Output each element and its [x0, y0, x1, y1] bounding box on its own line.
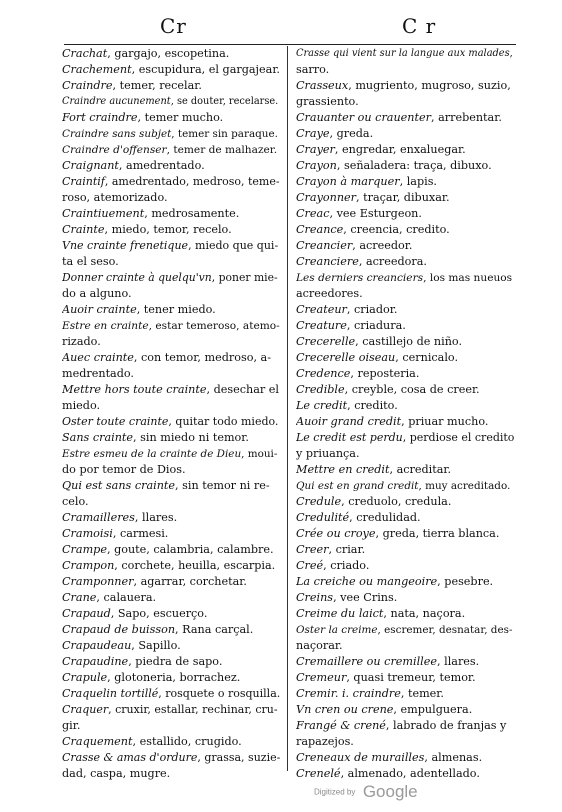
dictionary-entry-line: Crapaud de buisson, Rana carçal.	[62, 623, 254, 636]
dictionary-entry-line: Creime du laict, nata, naçora.	[296, 607, 466, 620]
dictionary-entry-line: Crayer, engredar, enxaluegar.	[296, 143, 466, 156]
dictionary-entry-line: Les derniers creanciers, los mas nueuos	[296, 272, 513, 284]
dictionary-entry-line: Frangé & crené, labrado de franjas y	[296, 719, 507, 732]
dictionary-entry-line: Creac, vee Esturgeon.	[296, 207, 422, 220]
dictionary-entry-line: Crapaud, Sapo, escuerço.	[62, 607, 208, 620]
dictionary-entry-line: Crainte, miedo, temor, recelo.	[62, 223, 232, 236]
dictionary-entry-line: roso, atemorizado.	[62, 191, 168, 204]
dictionary-entry-line: Creer, criar.	[296, 543, 366, 556]
dictionary-entry-line: Crampon, corchete, heuilla, escarpia.	[62, 559, 276, 572]
left-signature: Cr	[160, 14, 187, 38]
dictionary-entry-line: Mettre en credit, acreditar.	[296, 463, 452, 476]
google-watermark	[314, 782, 418, 802]
dictionary-entry-line: Creance, creencia, credito.	[296, 223, 450, 236]
dictionary-entry-line: Qui est en grand credit, muy acreditado.	[296, 480, 511, 492]
dictionary-entry-line: Credence, reposteria.	[296, 367, 420, 380]
dictionary-entry-line: Cramoisi, carmesi.	[62, 527, 169, 540]
dictionary-entry-line: gir.	[62, 719, 81, 732]
dictionary-entry-line: Credule, creduolo, credula.	[296, 495, 452, 508]
dictionary-entry-line: Craquer, cruxir, estallar, rechinar, cru-	[62, 703, 278, 716]
dictionary-entry-line: Fort craindre, temer mucho.	[62, 111, 224, 124]
watermark-prefix: Digitized by	[314, 787, 356, 797]
dictionary-entry-line: La creiche ou mangeoire, pesebre.	[296, 575, 494, 588]
dictionary-entry-line: Sans crainte, sin miedo ni temor.	[62, 431, 249, 444]
dictionary-entry-line: Creature, criadura.	[296, 319, 406, 332]
dictionary-entry-line: Auec crainte, con temor, medroso, a-	[62, 351, 272, 364]
dictionary-entry-line: Crasse & amas d'ordure, grassa, suzie-	[62, 751, 280, 764]
dictionary-entry-line: Creneaux de murailles, almenas.	[296, 751, 483, 764]
dictionary-entry-line: grassiento.	[296, 95, 359, 108]
dictionary-entry-line: Le credit, credito.	[296, 399, 398, 412]
dictionary-entry-line: do por temor de Dios.	[62, 463, 186, 476]
dictionary-entry-line: Creins, vee Crins.	[296, 591, 398, 604]
dictionary-entry-line: Craquelin tortillé, rosquete o rosquilla.	[62, 687, 280, 700]
dictionary-entry-line: Auoir crainte, tener miedo.	[62, 303, 216, 316]
dictionary-entry-line: Credulité, credulidad.	[296, 511, 421, 524]
dictionary-entry-line: Crapule, glotoneria, borrachez.	[62, 671, 241, 684]
dictionary-entry-line: Oster toute crainte, quitar todo miedo.	[62, 415, 279, 428]
header-rule	[64, 44, 516, 45]
page-header	[0, 14, 562, 40]
dictionary-entry-line: Mettre hors toute crainte, desechar el	[62, 383, 279, 396]
dictionary-entry-line: Craye, greda.	[296, 127, 374, 140]
dictionary-entry-line: y priuança.	[296, 447, 360, 460]
dictionary-entry-line: Crayonner, traçar, dibuxar.	[296, 191, 450, 204]
dictionary-entry-line: Craindre sans subjet, temer sin paraque.	[62, 128, 278, 140]
dictionary-entry-line: Crampe, goute, calambria, calambre.	[62, 543, 274, 556]
dictionary-entry-line: Craquement, estallido, crugido.	[62, 735, 242, 748]
dictionary-entry-line: Credible, creyble, cosa de creer.	[296, 383, 480, 396]
dictionary-entry-line: Cramailleres, llares.	[62, 511, 178, 524]
right-signature: C r	[402, 14, 437, 38]
dictionary-entry-line: celo.	[62, 495, 89, 508]
dictionary-entry-line: rizado.	[62, 335, 101, 348]
column-divider	[287, 46, 288, 771]
dictionary-entry-line: Cremaillere ou cremillee, llares.	[296, 655, 480, 668]
dictionary-entry-line: naçorar.	[296, 639, 343, 652]
dictionary-entry-line: Crapaudeau, Sapillo.	[62, 639, 181, 652]
dictionary-entry-line: Crenelé, almenado, adentellado.	[296, 767, 480, 780]
dictionary-entry-line: Craindre d'offenser, temer de malhazer.	[62, 144, 278, 156]
dictionary-entry-line: Craignant, amedrentado.	[62, 159, 205, 172]
dictionary-entry-line: Crayon à marquer, lapis.	[296, 175, 437, 188]
dictionary-entry-line: Estre en crainte, estar temeroso, atemo-	[62, 320, 280, 332]
dictionary-entry-line: Donner crainte à quelqu'vn, poner mie-	[62, 271, 278, 284]
dictionary-entry-line: Craindre, temer, recelar.	[62, 79, 202, 92]
dictionary-entry-line: Vne crainte frenetique, miedo que qui-	[62, 239, 279, 252]
dictionary-entry-line: do a alguno.	[62, 287, 132, 300]
dictionary-entry-line: Vn cren ou crene, empulguera.	[296, 703, 473, 716]
dictionary-entry-line: Crecerelle oiseau, cernicalo.	[296, 351, 459, 364]
dictionary-entry-line: rapazejos.	[296, 735, 354, 748]
dictionary-entry-line: Crauanter ou crauenter, arrebentar.	[296, 111, 502, 124]
left-column	[62, 46, 280, 782]
dictionary-entry-line: Crane, calauera.	[62, 591, 157, 604]
dictionary-entry-line: Estre esmeu de la crainte de Dieu, moui-	[62, 448, 278, 460]
dictionary-entry-line: Crasseux, mugriento, mugroso, suzio,	[296, 79, 511, 92]
dictionary-entry-line: Createur, criador.	[296, 303, 398, 316]
dictionary-entry-line: Qui est sans crainte, sin temor ni re-	[62, 479, 270, 492]
dictionary-entry-line: sarro.	[296, 63, 330, 76]
dictionary-entry-line: Craindre aucunement, se douter, recelarse.	[62, 96, 279, 107]
dictionary-entry-line: Auoir grand credit, priuar mucho.	[296, 415, 489, 428]
dictionary-entry-line: Crée ou croye, greda, tierra blanca.	[296, 527, 500, 540]
dictionary-entry-line: Crayon, señaladera: traça, dibuxo.	[296, 159, 492, 172]
dictionary-entry-line: Crapaudine, piedra de sapo.	[62, 655, 223, 668]
dictionary-entry-line: Cramponner, agarrar, corchetar.	[62, 575, 247, 588]
dictionary-entry-line: Crecerelle, castillejo de niño.	[296, 335, 462, 348]
dictionary-entry-line: acreedores.	[296, 287, 363, 300]
dictionary-entry-line: Crachat, gargajo, escopetina.	[62, 47, 230, 60]
dictionary-entry-line: Creé, criado.	[296, 559, 370, 572]
dictionary-entry-line: medrentado.	[62, 367, 134, 380]
dictionary-entry-line: Creanciere, acreedora.	[296, 255, 427, 268]
dictionary-entry-line: Craintiuement, medrosamente.	[62, 207, 240, 220]
dictionary-entry-line: Craintif, amedrentado, medroso, teme-	[62, 175, 280, 188]
dictionary-entry-line: Cremir. i. craindre, temer.	[296, 687, 444, 700]
dictionary-entry-line: Cremeur, quasi tremeur, temor.	[296, 671, 476, 684]
dictionary-entry-line: ta el seso.	[62, 255, 119, 268]
dictionary-entry-line: dad, caspa, mugre.	[62, 767, 171, 780]
dictionary-entry-line: Crasse qui vient sur la langue aux malades,	[296, 48, 513, 59]
dictionary-entry-line: Oster la creime, escremer, desnatar, des-	[296, 624, 513, 636]
dictionary-entry-line: Le credit est perdu, perdiose el credito	[296, 431, 514, 444]
right-column	[296, 46, 514, 782]
dictionary-entry-line: miedo.	[62, 399, 101, 412]
dictionary-entry-line: Crachement, escupidura, el gargajear.	[62, 63, 280, 76]
dictionary-entry-line: Creancier, acreedor.	[296, 239, 413, 252]
watermark-logo: Google	[362, 782, 418, 801]
